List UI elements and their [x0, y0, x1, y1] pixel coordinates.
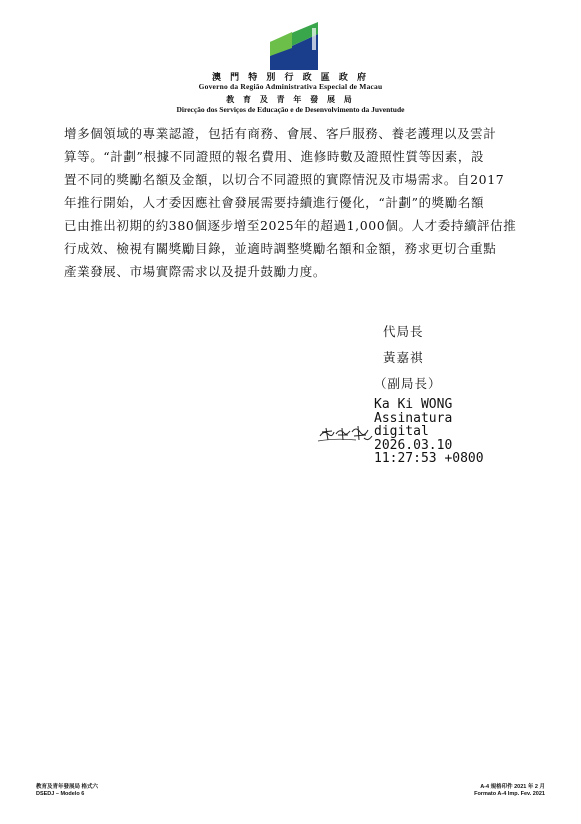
footer-format-pt: Formato A-4 Imp. Fev. 2021 — [474, 791, 545, 797]
footer-form-zh: 教育及青年發展局 格式六 — [36, 784, 99, 790]
body-line: 增多個領域的專業認證，包括有商務、會展、客戶服務、養老護理以及雲計 — [64, 126, 497, 141]
digital-signature-stamp — [374, 398, 484, 466]
digital-label-2: digital — [374, 424, 429, 439]
signer-title: 代局長 — [383, 324, 424, 339]
body-line: 年推行開始，人才委因應社會發展需要持續進行優化，“計劃”的獎勵名額 — [64, 195, 485, 210]
digital-time: 11:27:53 +0800 — [374, 451, 484, 466]
body-line: 已由推出初期的約380個逐步增至2025年的超過1,000個。人才委持續評估推 — [64, 218, 517, 233]
signer-name: 黃嘉祺 — [383, 350, 424, 365]
digital-date: 2026.03.10 — [374, 437, 453, 453]
digital-label-1: Assinatura — [374, 410, 453, 426]
footer-form-pt: DSEDJ – Modelo 6 — [36, 791, 85, 797]
handwritten-signature — [316, 420, 374, 444]
footer-format-zh: A-4 規格印件 2021 年 2 月 — [480, 784, 545, 790]
body-line: 置不同的獎勵名額及金額，以切合不同證照的實際情況及市場需求。自2017 — [64, 172, 505, 187]
digital-signer: Ka Ki WONG — [374, 397, 453, 412]
header-government-zh: 澳 門 特 別 行 政 區 政 府 — [211, 73, 370, 83]
body-line: 行成效、檢視有關獎勵目錄，並適時調整獎勵名額和金額，務求更切合重點 — [64, 241, 497, 256]
body-line: 算等。“計劃”根據不同證照的報名費用、進修時數及證照性質等因素，設 — [64, 149, 485, 164]
header-department-zh: 教 育 及 青 年 發 展 局 — [226, 94, 355, 104]
header-government-pt: Governo da Região Administrativa Especial de Macau — [198, 82, 383, 91]
signer-role: （副局長） — [374, 376, 442, 391]
body-line: 產業發展、市場實際需求以及提升鼓勵力度。 — [64, 264, 327, 279]
header-department-pt: Direcção dos Serviços de Educação e de Desenvolvimento da Juventude — [176, 105, 405, 114]
dsedj-logo-icon — [270, 22, 318, 70]
